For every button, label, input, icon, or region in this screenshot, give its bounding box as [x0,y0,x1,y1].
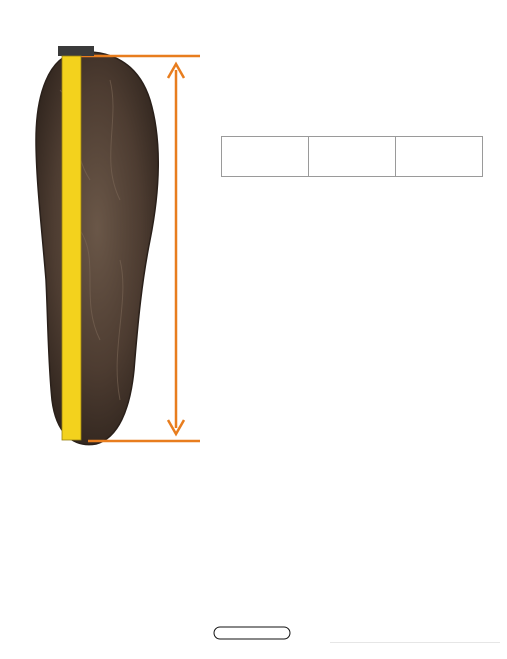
header-line-1 [236,67,270,83]
col-width [396,137,483,177]
size-table [221,136,483,177]
als-logo [200,582,310,642]
header-line-2 [236,90,241,106]
table-header-row [222,137,483,177]
insole-illustration [0,0,200,450]
col-size [222,137,309,177]
ruler-clip [58,46,94,56]
tagline-frame [214,627,290,639]
col-length [309,137,396,177]
divider [330,642,500,643]
fur-insole [36,52,158,445]
measuring-tape [62,56,81,440]
